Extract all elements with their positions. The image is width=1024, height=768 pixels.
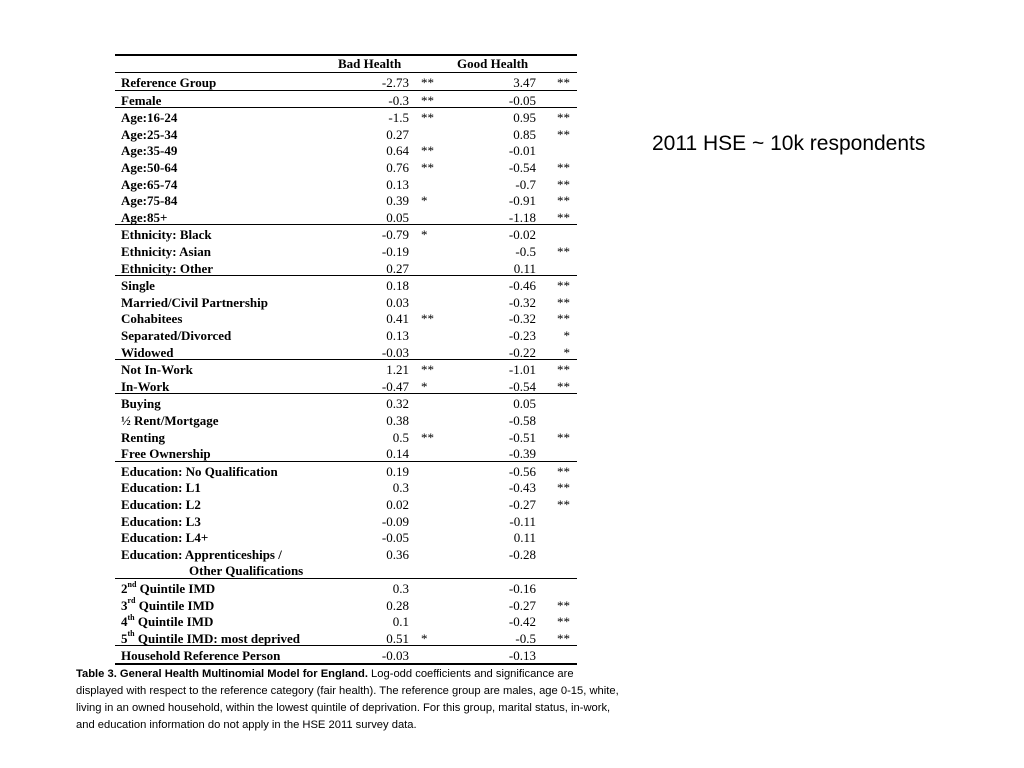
good-health-coefficient: -1.18 (508, 209, 536, 225)
good-health-coefficient: -0.39 (508, 446, 536, 462)
bad-health-coefficient: 0.32 (386, 396, 409, 412)
good-health-coefficient: -0.05 (508, 92, 536, 108)
table-row (115, 344, 577, 361)
good-health-coefficient: -0.28 (508, 546, 536, 562)
bad-health-significance: * (421, 193, 428, 209)
group-separator (115, 224, 577, 225)
good-health-coefficient: -0.54 (508, 378, 536, 394)
group-separator (115, 393, 577, 394)
bad-health-significance: ** (421, 92, 434, 108)
good-health-significance: * (563, 328, 570, 343)
table-row (115, 463, 577, 480)
bad-health-significance: ** (421, 160, 434, 175)
good-health-coefficient: -0.43 (508, 480, 536, 496)
ordinal-number: 5 (121, 630, 128, 646)
good-health-significance: ** (557, 176, 570, 192)
good-health-coefficient: -0.02 (508, 227, 536, 243)
bad-health-coefficient: 0.51 (386, 630, 409, 646)
side-note: 2011 HSE ~ 10k respondents (652, 132, 926, 155)
good-health-coefficient: -0.42 (508, 614, 536, 630)
group-separator (115, 578, 577, 579)
bad-health-significance: ** (421, 75, 434, 90)
bad-health-significance: ** (421, 429, 434, 445)
row-label (121, 630, 300, 647)
table-row (115, 613, 577, 630)
table-row (115, 412, 577, 429)
bad-health-significance: ** (421, 143, 434, 159)
table-row (115, 429, 577, 446)
bad-health-coefficient: 0.13 (386, 176, 409, 192)
column-header-good-health: Good Health (457, 56, 529, 71)
ordinal-number: 4 (121, 614, 128, 630)
row-label: Ethnicity: Other (121, 260, 214, 276)
good-health-coefficient: -0.01 (508, 143, 536, 159)
bad-health-significance: * (421, 227, 428, 243)
good-health-coefficient: -0.27 (508, 597, 536, 613)
good-health-coefficient: -0.56 (508, 463, 536, 479)
table-row (115, 513, 577, 530)
table-row (115, 92, 577, 109)
row-label: Age:85+ (121, 209, 168, 225)
bad-health-coefficient: -1.5 (388, 110, 409, 126)
results-table (115, 54, 577, 666)
row-label: Education: No Qualification (121, 463, 278, 479)
row-label: Education: L3 (121, 513, 201, 529)
row-label: Not In-Work (121, 362, 193, 378)
bad-health-coefficient: -0.47 (381, 378, 409, 394)
group-separator (115, 645, 577, 646)
table-row (115, 597, 577, 614)
row-label (121, 597, 214, 614)
bad-health-coefficient: 0.19 (386, 463, 409, 479)
row-label (121, 580, 215, 597)
bad-health-coefficient: 1.21 (386, 362, 409, 378)
ordinal-number: 2 (121, 581, 128, 596)
row-label-text: Quintile IMD (135, 597, 215, 613)
good-health-significance: ** (557, 209, 570, 225)
table-row (115, 192, 577, 209)
good-health-coefficient: -0.27 (508, 497, 536, 512)
good-health-significance: ** (557, 597, 570, 613)
row-label: Buying (121, 396, 161, 412)
table-row (115, 142, 577, 159)
column-header-bad-health: Bad Health (338, 56, 402, 71)
table-row (115, 159, 577, 176)
bad-health-coefficient: 0.3 (392, 480, 409, 496)
ordinal-suffix: nd (127, 579, 137, 589)
good-health-coefficient: -0.58 (508, 413, 536, 428)
good-health-coefficient: -0.32 (508, 311, 536, 327)
good-health-coefficient: -0.22 (508, 344, 536, 360)
bad-health-coefficient: -0.09 (381, 513, 409, 529)
good-health-significance: ** (557, 378, 570, 394)
bad-health-coefficient: 0.28 (386, 597, 409, 613)
good-health-coefficient: 0.11 (513, 260, 536, 276)
bad-health-coefficient: 0.27 (386, 260, 409, 276)
row-label: Age:25-34 (121, 126, 178, 142)
bad-health-coefficient: 0.02 (386, 497, 409, 512)
caption-text: Log-odd coefficients and significance are displayed with respect to the reference category (fair health). The reference group are males, age 0-15, white, living in an owned household, within the lowest quintile of deprivation. For this group, marital status, in-work, and education information do not apply in the HSE 2011 survey data. (76, 668, 619, 731)
bad-health-coefficient: 0.36 (386, 546, 409, 562)
bad-health-significance: ** (421, 311, 434, 327)
row-label: Household Reference Person (121, 648, 281, 664)
table-row (115, 580, 577, 597)
bad-health-coefficient: 0.3 (392, 581, 409, 596)
good-health-significance: ** (557, 110, 570, 126)
group-separator (115, 72, 577, 73)
row-label: Age:75-84 (121, 193, 178, 209)
table-row (115, 176, 577, 193)
row-label: ½ Rent/Mortgage (121, 413, 219, 428)
row-label: Free Ownership (121, 446, 211, 462)
bad-health-coefficient: 0.18 (386, 278, 409, 294)
ordinal-number: 3 (121, 597, 128, 613)
group-separator (115, 275, 577, 276)
group-separator (115, 359, 577, 360)
good-health-significance: ** (557, 362, 570, 378)
good-health-significance: ** (557, 429, 570, 445)
table-row (115, 479, 577, 496)
bad-health-significance: ** (421, 110, 434, 126)
good-health-coefficient: -0.5 (515, 630, 536, 646)
good-health-significance: ** (557, 193, 570, 209)
row-label: Reference Group (121, 75, 217, 90)
good-health-significance: ** (557, 294, 570, 310)
table-bottom-rule (115, 663, 577, 665)
bad-health-coefficient: -0.3 (388, 92, 409, 108)
bad-health-significance: ** (421, 362, 434, 378)
good-health-significance: ** (557, 630, 570, 646)
row-label: Separated/Divorced (121, 328, 232, 343)
group-separator (115, 90, 577, 91)
good-health-significance: * (563, 344, 570, 360)
table-row (115, 209, 577, 226)
table-row (115, 310, 577, 327)
group-separator (115, 107, 577, 108)
bad-health-coefficient: 0.5 (392, 429, 409, 445)
good-health-significance: ** (557, 480, 570, 496)
good-health-coefficient: -0.23 (508, 328, 536, 343)
good-health-coefficient: -0.13 (508, 648, 536, 664)
row-label: Female (121, 92, 162, 108)
bad-health-coefficient: 0.14 (386, 446, 409, 462)
row-label: Cohabitees (121, 311, 183, 327)
table-row (115, 294, 577, 311)
ordinal-suffix: rd (127, 596, 136, 606)
row-label: Age:16-24 (121, 110, 178, 126)
good-health-significance: ** (557, 311, 570, 327)
row-label: Education: L1 (121, 480, 201, 496)
bad-health-coefficient: 0.27 (386, 126, 409, 142)
good-health-significance: ** (557, 614, 570, 630)
good-health-coefficient: -0.5 (515, 244, 536, 259)
bad-health-coefficient: 0.13 (386, 328, 409, 343)
bad-health-coefficient: 0.1 (392, 614, 409, 630)
good-health-coefficient: -0.7 (515, 176, 536, 192)
table-row (115, 378, 577, 395)
good-health-significance: ** (557, 244, 570, 259)
row-label-continuation: Other Qualifications (189, 563, 304, 579)
row-label: Single (121, 278, 155, 294)
good-health-coefficient: 3.47 (513, 75, 536, 90)
row-label: In-Work (121, 378, 170, 394)
good-health-coefficient: 0.05 (513, 396, 536, 412)
row-label-text: Quintile IMD: most deprived (134, 630, 301, 646)
good-health-coefficient: -0.54 (508, 160, 536, 175)
good-health-coefficient: -0.32 (508, 294, 536, 310)
row-label: Ethnicity: Black (121, 227, 212, 243)
bad-health-coefficient: 0.39 (386, 193, 409, 209)
good-health-coefficient: -1.01 (508, 362, 536, 378)
table-row (115, 496, 577, 513)
good-health-significance: ** (557, 497, 570, 512)
bad-health-coefficient: -0.79 (381, 227, 409, 243)
row-label: Married/Civil Partnership (121, 294, 268, 310)
row-label: Education: L2 (121, 497, 201, 512)
table-row (115, 243, 577, 260)
row-label: Age:50-64 (121, 160, 178, 175)
row-label: Education: Apprenticeships / (121, 546, 282, 562)
table-row (115, 74, 577, 91)
row-label: Widowed (121, 344, 174, 360)
ordinal-suffix: th (127, 612, 135, 622)
bad-health-coefficient: -2.73 (381, 75, 409, 90)
table-row (115, 630, 577, 647)
table-row (115, 529, 577, 546)
bad-health-coefficient: 0.05 (386, 209, 409, 225)
row-label-text: Quintile IMD (134, 614, 214, 630)
row-label: Age:65-74 (121, 176, 178, 192)
group-separator (115, 461, 577, 462)
bad-health-significance: * (421, 378, 428, 394)
table-row (115, 277, 577, 294)
table-row (115, 395, 577, 412)
row-label: Education: L4+ (121, 530, 209, 546)
good-health-coefficient: -0.51 (508, 429, 536, 445)
table-row (115, 327, 577, 344)
good-health-coefficient: 0.11 (513, 530, 536, 546)
row-label: Ethnicity: Asian (121, 244, 211, 259)
good-health-significance: ** (557, 160, 570, 175)
table-caption (76, 666, 621, 734)
bad-health-coefficient: 0.76 (386, 160, 409, 175)
caption-title: Table 3. General Health Multinomial Model for England. (76, 668, 368, 680)
table-row (115, 647, 577, 664)
bad-health-coefficient: -0.03 (381, 344, 409, 360)
bad-health-coefficient: 0.03 (386, 294, 409, 310)
bad-health-coefficient: -0.19 (381, 244, 409, 259)
ordinal-suffix: th (127, 629, 135, 639)
good-health-coefficient: -0.46 (508, 278, 536, 294)
good-health-significance: ** (557, 126, 570, 142)
good-health-significance: ** (557, 75, 570, 90)
bad-health-coefficient: -0.03 (381, 648, 409, 664)
bad-health-coefficient: 0.38 (386, 413, 409, 428)
row-label (121, 613, 213, 630)
good-health-coefficient: -0.91 (508, 193, 536, 209)
bad-health-significance: * (421, 630, 428, 646)
table-row (115, 126, 577, 143)
table-row (115, 109, 577, 126)
row-label: Age:35-49 (121, 143, 178, 159)
bad-health-coefficient: -0.05 (381, 530, 409, 546)
row-label: Renting (121, 429, 166, 445)
table-row (115, 226, 577, 243)
good-health-coefficient: -0.11 (509, 513, 536, 529)
table-row (115, 260, 577, 277)
good-health-significance: ** (557, 463, 570, 479)
bad-health-coefficient: 0.64 (386, 143, 409, 159)
table-row (115, 445, 577, 462)
table-row (115, 546, 577, 563)
row-label-text: Quintile IMD (136, 581, 216, 596)
good-health-significance: ** (557, 278, 570, 294)
bad-health-coefficient: 0.41 (386, 311, 409, 327)
good-health-coefficient: 0.95 (513, 110, 536, 126)
good-health-coefficient: -0.16 (508, 581, 536, 596)
table-row-continuation (115, 562, 577, 579)
good-health-coefficient: 0.85 (513, 126, 536, 142)
table-row (115, 361, 577, 378)
